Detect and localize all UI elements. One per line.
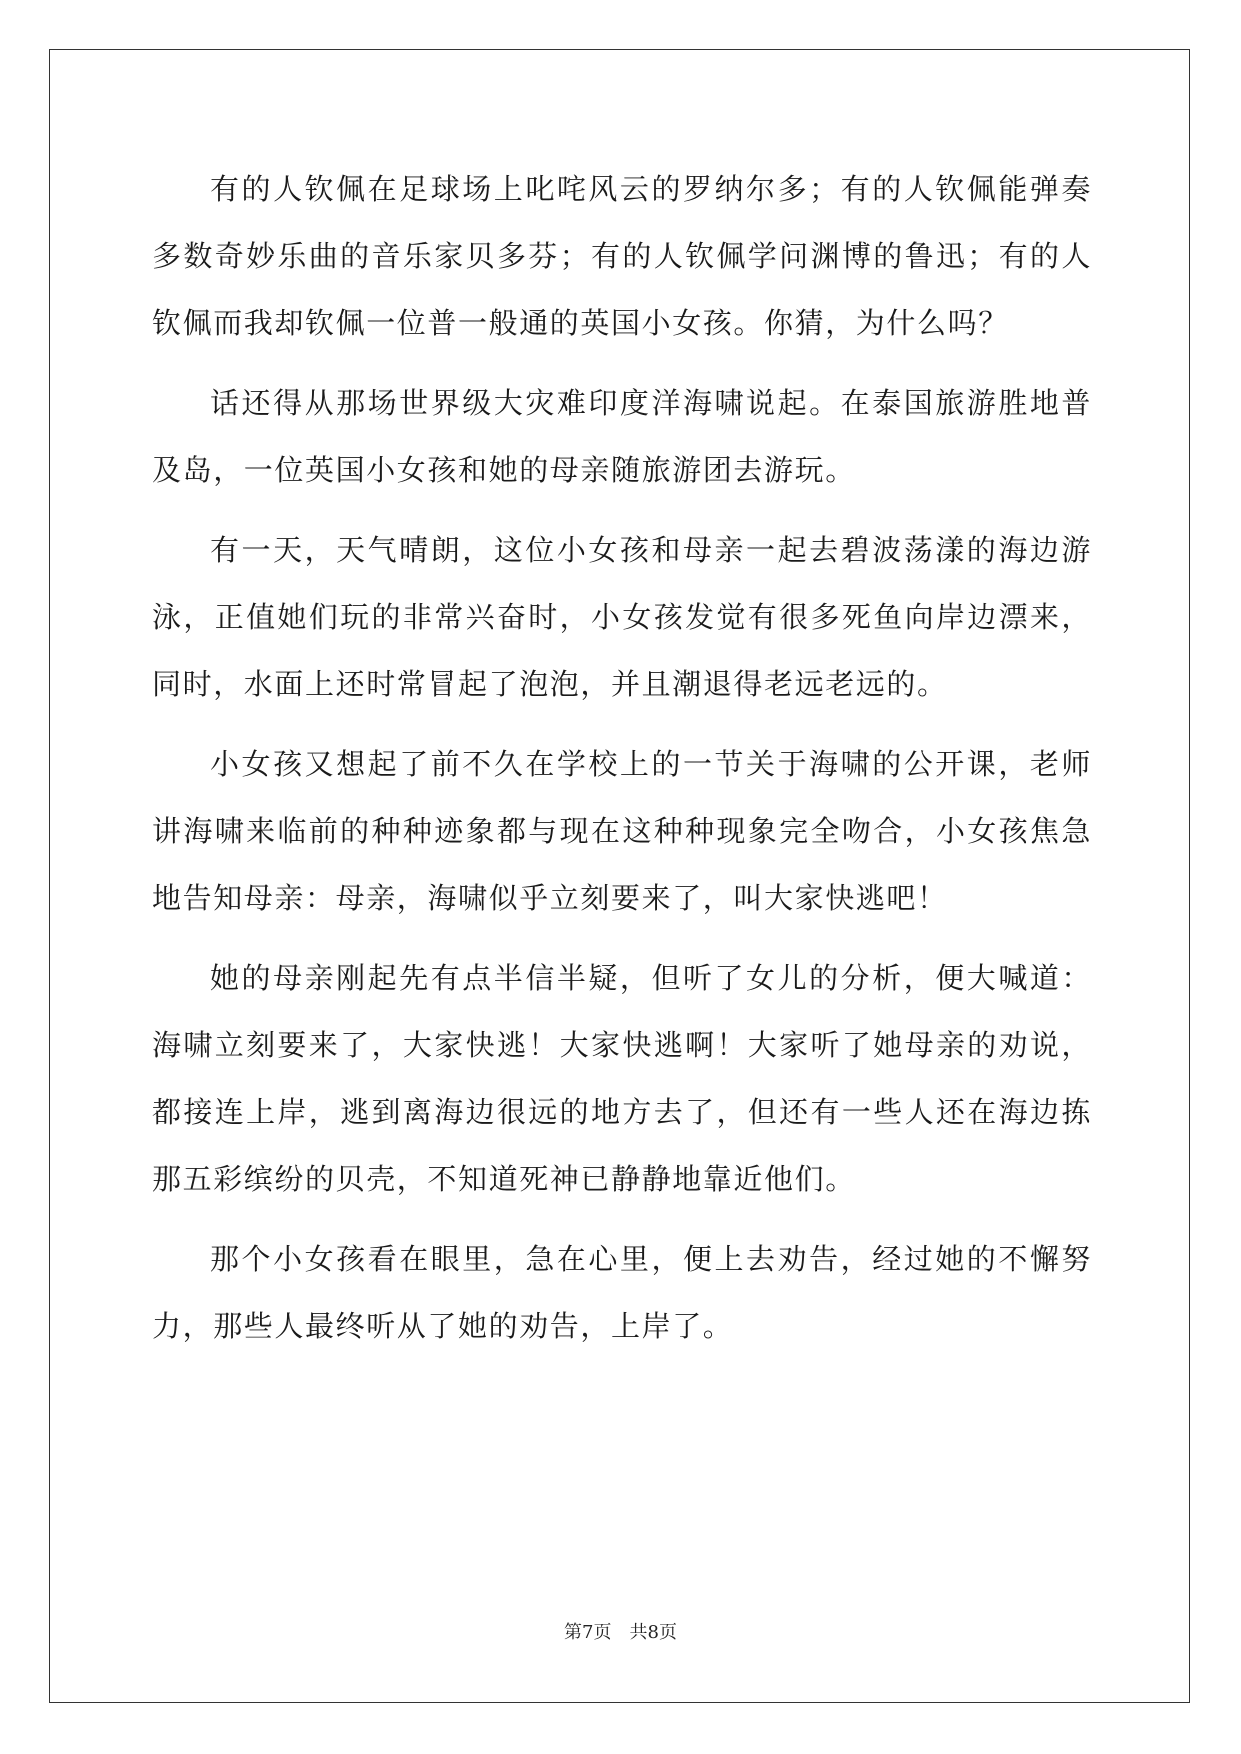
paragraph: 有的人钦佩在足球场上叱咤风云的罗纳尔多；有的人钦佩能弹奏多数奇妙乐曲的音乐家贝多芬；有的人钦佩学问渊博的鲁迅；有的人钦佩而我却钦佩一位普一般通的英国小女孩。你猜，为什么吗？ [152, 172, 1092, 340]
paragraph: 小女孩又想起了前不久在学校上的一节关于海啸的公开课，老师讲海啸来临前的种种迹象都与现在这种种现象完全吻合，小女孩焦急地告知母亲：母亲，海啸似乎立刻要来了，叫大家快逃吧！ [152, 747, 1092, 915]
page-total: 共8页 [629, 1622, 677, 1643]
paragraph: 有一天，天气晴朗，这位小女孩和母亲一起去碧波荡漾的海边游泳，正值她们玩的非常兴奋时，小女孩发觉有很多死鱼向岸边漂来，同时，水面上还时常冒起了泡泡，并且潮退得老远老远的。 [152, 533, 1092, 701]
page-number: 第7页 [564, 1622, 612, 1643]
paragraph: 话还得从那场世界级大灾难印度洋海啸说起。在泰国旅游胜地普及岛，一位英国小女孩和她的母亲随旅游团去游玩。 [152, 386, 1092, 487]
document-body [152, 156, 1092, 1373]
page-footer [0, 1621, 1241, 1645]
paragraph: 那个小女孩看在眼里，急在心里，便上去劝告，经过她的不懈努力，那些人最终听从了她的劝告，上岸了。 [152, 1242, 1092, 1343]
paragraph: 她的母亲刚起先有点半信半疑，但听了女儿的分析，便大喊道：海啸立刻要来了，大家快逃！大家快逃啊！大家听了她母亲的劝说，都接连上岸，逃到离海边很远的地方去了，但还有一些人还在海边拣那五彩缤纷的贝壳，不知道死神已静静地靠近他们。 [152, 961, 1092, 1196]
